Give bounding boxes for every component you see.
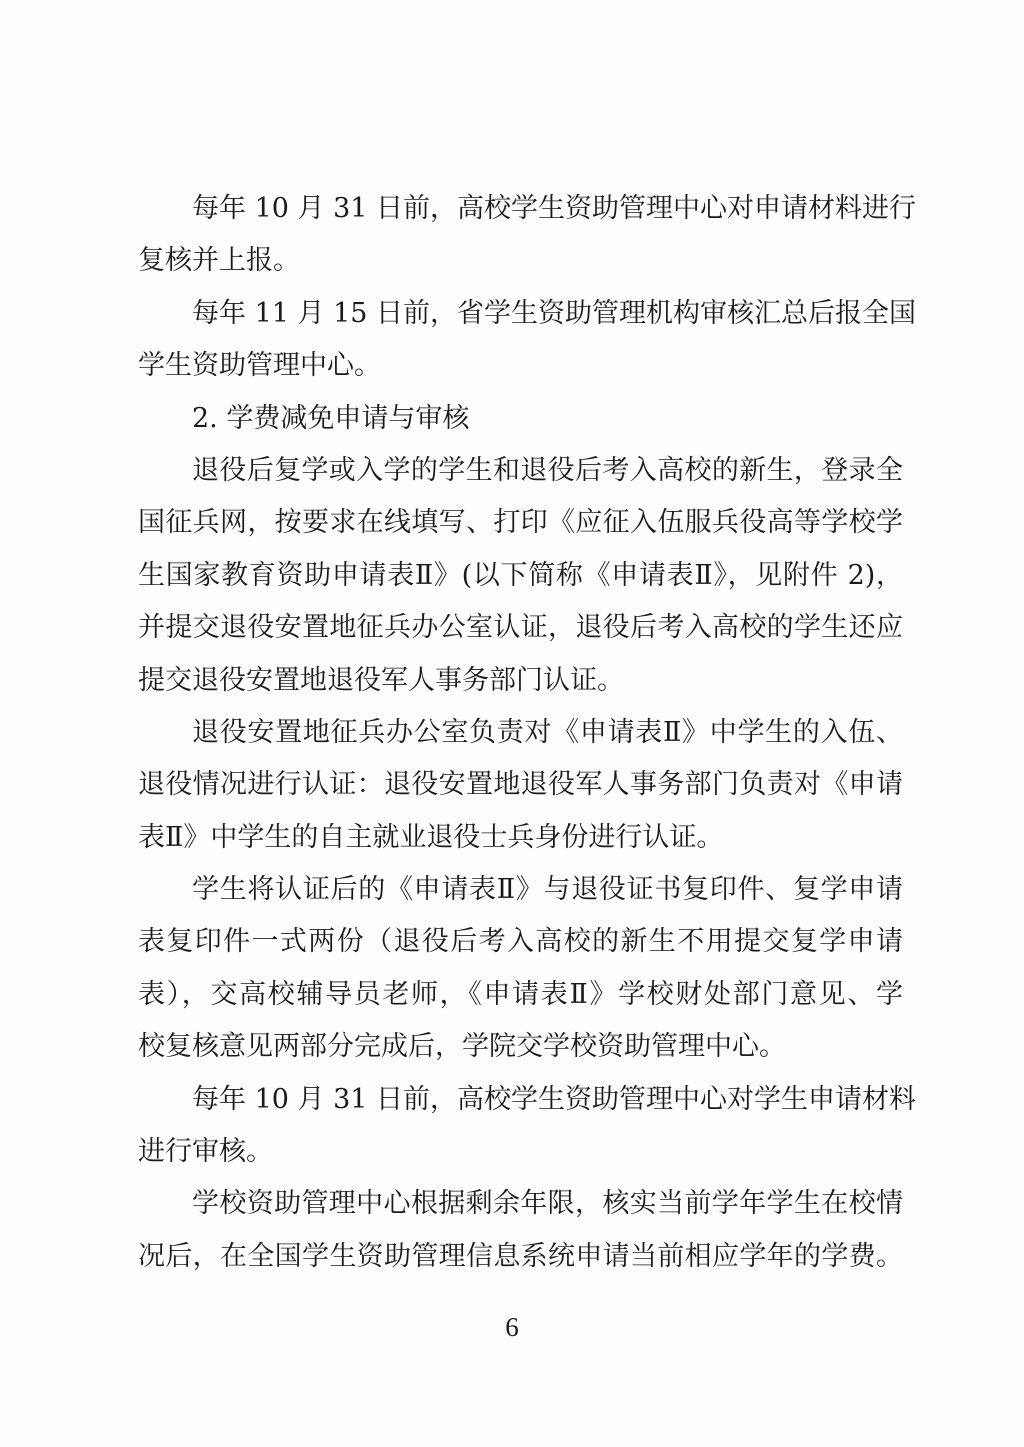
text-line: 表复印件一式两份（退役后考入高校的新生不用提交复学申请 xyxy=(138,926,903,958)
text-line: 并提交退役安置地征兵办公室认证，退役后考入高校的学生还应 xyxy=(138,612,903,644)
text-line: 每年 11 月 15 日前，省学生资助管理机构审核汇总后报全国 xyxy=(192,297,917,329)
text-line: 表Ⅱ》中学生的自主就业退役士兵身份进行认证。 xyxy=(138,821,724,853)
text-line: 况后，在全国学生资助管理信息系统申请当前相应学年的学费。 xyxy=(138,1240,903,1272)
page-number: 6 xyxy=(505,1312,519,1342)
text-line: 学生资助管理中心。 xyxy=(138,350,381,382)
text-line: 校复核意见两部分完成后，学院交学校资助管理中心。 xyxy=(138,1031,786,1063)
text-line: 复核并上报。 xyxy=(138,245,300,277)
text-line: 退役后复学或入学的学生和退役后考入高校的新生，登录全 xyxy=(192,454,903,486)
text-line: 每年 10 月 31 日前，高校学生资助管理中心对学生申请材料 xyxy=(192,1083,917,1115)
text-line: 学生将认证后的《申请表Ⅱ》与退役证书复印件、复学申请 xyxy=(192,874,903,906)
text-line: 国征兵网，按要求在线填写、打印《应征入伍服兵役高等学校学 xyxy=(138,507,903,539)
text-line: 表），交高校辅导员老师，《申请表Ⅱ》学校财处部门意见、学 xyxy=(138,978,903,1010)
section-heading: 2. 学费减免申请与审核 xyxy=(192,402,470,434)
text-line: 退役情况进行认证：退役安置地退役军人事务部门负责对《申请 xyxy=(138,769,903,801)
text-line: 退役安置地征兵办公室负责对《申请表Ⅱ》中学生的入伍、 xyxy=(192,716,903,748)
text-line: 每年 10 月 31 日前，高校学生资助管理中心对申请材料进行 xyxy=(192,193,917,224)
text-line: 学校资助管理中心根据剩余年限，核实当前学年学生在校情 xyxy=(192,1188,903,1220)
text-line: 提交退役安置地退役军人事务部门认证。 xyxy=(138,664,624,696)
document-body xyxy=(138,183,917,1283)
text-line: 进行审核。 xyxy=(138,1136,273,1168)
text-line: 生国家教育资助申请表Ⅱ》(以下简称《申请表Ⅱ》，见附件 2)， xyxy=(138,559,903,591)
